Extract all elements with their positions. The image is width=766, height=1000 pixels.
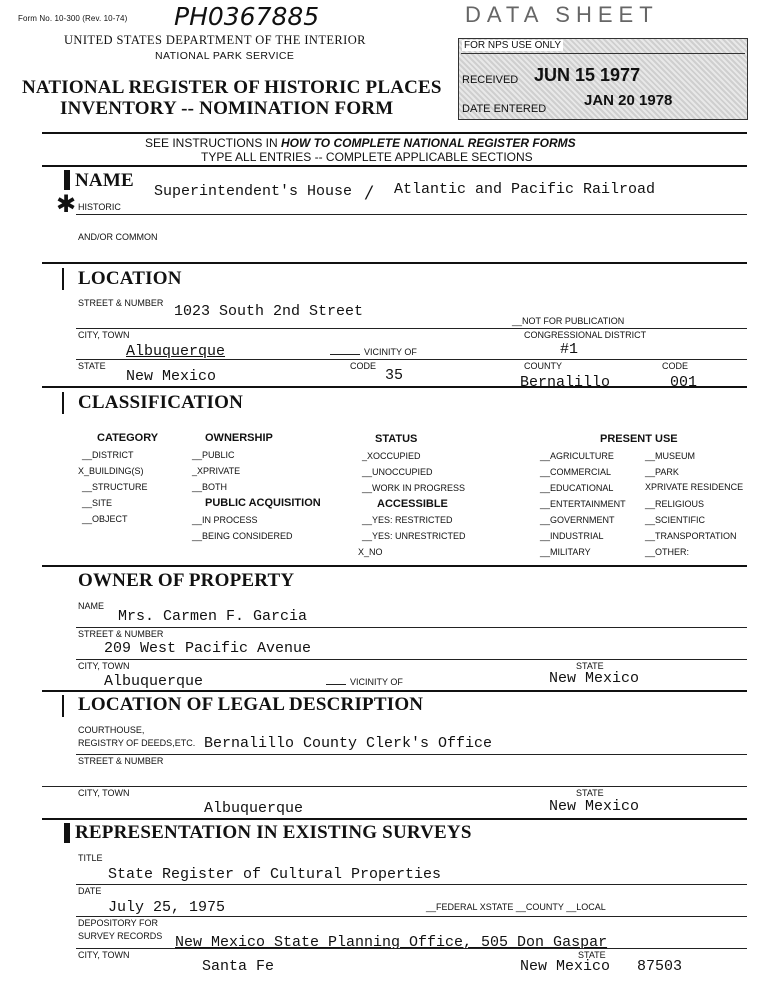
- accessible-header: ACCESSIBLE: [377, 498, 448, 510]
- use-agriculture: __AGRICULTURE: [540, 451, 614, 461]
- congressional-district-label: CONGRESSIONAL DISTRICT: [524, 330, 647, 340]
- access-no: X_NO: [358, 547, 383, 557]
- section-marker: [62, 268, 64, 290]
- courthouse-label: COURTHOUSE,: [78, 725, 145, 735]
- nps-use-only-box: [458, 38, 748, 120]
- name-heading: NAME: [75, 170, 134, 191]
- owner-city-label: CITY, TOWN: [78, 661, 130, 671]
- owner-city-value: Albuquerque: [104, 673, 204, 690]
- status-occupied: _XOCCUPIED: [362, 451, 421, 461]
- ownership-public: __PUBLIC: [192, 450, 235, 460]
- form-number: Form No. 10-300 (Rev. 10-74): [18, 14, 128, 23]
- status-work-in-progress: __WORK IN PROGRESS: [362, 483, 466, 493]
- handwritten-id: PH0367885: [174, 2, 320, 31]
- vicinity-text: VICINITY OF: [364, 347, 417, 357]
- use-park: __PARK: [645, 467, 679, 477]
- use-industrial: __INDUSTRIAL: [540, 531, 604, 541]
- legal-street-label: STREET & NUMBER: [78, 756, 164, 766]
- access-unrestricted: __YES: UNRESTRICTED: [362, 531, 466, 541]
- status-header: STATUS: [375, 433, 418, 445]
- section-marker: [62, 695, 64, 717]
- category-district: __DISTRICT: [82, 450, 134, 460]
- common-label: AND/OR COMMON: [78, 232, 158, 242]
- depository-label2: SURVEY RECORDS: [78, 931, 163, 941]
- section-marker: [64, 823, 70, 843]
- street-value: 1023 South 2nd Street: [174, 303, 364, 320]
- county-code-value: 001: [670, 374, 698, 391]
- handwritten-slash: /: [366, 183, 372, 203]
- registry-label: REGISTRY OF DEEDS,ETC.: [78, 738, 196, 748]
- courthouse-value: Bernalillo County Clerk's Office: [204, 735, 493, 752]
- instructions-prefix: SEE INSTRUCTIONS IN: [145, 136, 282, 150]
- present-use-header: PRESENT USE: [600, 433, 678, 445]
- county-code-label: CODE: [662, 361, 689, 371]
- use-entertainment: __ENTERTAINMENT: [540, 499, 626, 509]
- county-value: Bernalillo: [520, 374, 611, 391]
- legal-city-label: CITY, TOWN: [78, 788, 130, 798]
- use-transportation: __TRANSPORTATION: [645, 531, 737, 541]
- survey-title-value: State Register of Cultural Properties: [108, 866, 442, 883]
- survey-date-value: July 25, 1975: [108, 899, 226, 916]
- historic-name-part1: Superintendent's House: [154, 183, 353, 200]
- instructions-line1: [145, 136, 576, 150]
- survey-city-value: Santa Fe: [202, 958, 275, 975]
- use-commercial: __COMMERCIAL: [540, 467, 612, 477]
- use-private-residence: XPRIVATE RESIDENCE: [645, 482, 744, 492]
- surveys-heading: REPRESENTATION IN EXISTING SURVEYS: [75, 822, 472, 843]
- congressional-district-value: #1: [560, 341, 579, 358]
- acquisition-being-considered: __BEING CONSIDERED: [192, 531, 293, 541]
- legal-heading: LOCATION OF LEGAL DESCRIPTION: [78, 694, 424, 715]
- owner-state-value: New Mexico: [549, 670, 640, 687]
- owner-vicinity: [326, 677, 403, 687]
- survey-city-label: CITY, TOWN: [78, 950, 130, 960]
- date-entered-stamp: JAN 20 1978: [584, 92, 673, 109]
- received-stamp: JUN 15 1977: [534, 65, 641, 85]
- use-military: __MILITARY: [540, 547, 591, 557]
- category-buildings: X_BUILDING(S): [78, 466, 144, 476]
- city-label: CITY, TOWN: [78, 330, 130, 340]
- vicinity-label: [330, 347, 417, 357]
- city-value: Albuquerque: [126, 343, 226, 360]
- section-marker: [64, 170, 70, 190]
- use-government: __GOVERNMENT: [540, 515, 615, 525]
- state-code-value: 35: [385, 367, 404, 384]
- acquisition-in-process: __IN PROCESS: [192, 515, 258, 525]
- data-sheet-stamp: DATA SHEET: [465, 2, 659, 27]
- survey-date-label: DATE: [78, 886, 102, 896]
- county-label: COUNTY: [524, 361, 562, 371]
- use-other: __OTHER:: [645, 547, 690, 557]
- category-object: __OBJECT: [82, 514, 128, 524]
- category-header: CATEGORY: [97, 432, 159, 444]
- survey-title-label: TITLE: [78, 853, 103, 863]
- received-label: RECEIVED: [462, 74, 519, 86]
- asterisk-mark: ✱: [56, 190, 77, 218]
- state-value: New Mexico: [126, 368, 217, 385]
- survey-zip-value: 87503: [637, 958, 683, 975]
- owner-street-label: STREET & NUMBER: [78, 629, 164, 639]
- depository-label1: DEPOSITORY FOR: [78, 918, 159, 928]
- owner-street-value: 209 West Pacific Avenue: [104, 640, 312, 657]
- service-name: NATIONAL PARK SERVICE: [155, 50, 295, 62]
- survey-levels: __FEDERAL XSTATE __COUNTY __LOCAL: [426, 902, 606, 912]
- use-museum: __MUSEUM: [645, 451, 696, 461]
- instructions-line2: TYPE ALL ENTRIES -- COMPLETE APPLICABLE SECTIONS: [201, 150, 533, 164]
- state-label: STATE: [78, 361, 106, 371]
- form-title-line1: NATIONAL REGISTER OF HISTORIC PLACES: [22, 77, 442, 98]
- access-restricted: __YES: RESTRICTED: [362, 515, 453, 525]
- survey-state-label: STATE: [578, 950, 606, 960]
- department-name: UNITED STATES DEPARTMENT OF THE INTERIOR: [64, 33, 366, 47]
- ownership-both: __BOTH: [192, 482, 228, 492]
- owner-vicinity-text: VICINITY OF: [350, 677, 403, 687]
- legal-state-label: STATE: [576, 788, 604, 798]
- legal-state-value: New Mexico: [549, 798, 640, 815]
- date-entered-label: DATE ENTERED: [462, 103, 547, 115]
- classification-heading: CLASSIFICATION: [78, 392, 244, 413]
- instructions-book-title: HOW TO COMPLETE NATIONAL REGISTER FORMS: [281, 136, 576, 150]
- category-structure: __STRUCTURE: [82, 482, 148, 492]
- legal-city-value: Albuquerque: [204, 800, 304, 817]
- use-educational: __EDUCATIONAL: [540, 483, 614, 493]
- ownership-private: _XPRIVATE: [192, 466, 241, 476]
- owner-state-label: STATE: [576, 661, 604, 671]
- owner-name-value: Mrs. Carmen F. Garcia: [118, 608, 308, 625]
- nps-box-label: FOR NPS USE ONLY: [464, 40, 562, 51]
- location-heading: LOCATION: [78, 268, 182, 289]
- owner-heading: OWNER OF PROPERTY: [78, 570, 295, 591]
- use-religious: __RELIGIOUS: [645, 499, 705, 509]
- category-site: __SITE: [82, 498, 113, 508]
- ownership-header: OWNERSHIP: [205, 432, 273, 444]
- owner-name-label: NAME: [78, 601, 105, 611]
- section-marker: [62, 392, 64, 414]
- form-title-line2: INVENTORY -- NOMINATION FORM: [60, 98, 394, 119]
- not-for-publication: __NOT FOR PUBLICATION: [512, 316, 625, 326]
- code-label: CODE: [350, 361, 377, 371]
- historic-label: HISTORIC: [78, 202, 121, 212]
- public-acquisition-header: PUBLIC ACQUISITION: [205, 497, 321, 509]
- depository-value: New Mexico State Planning Office, 505 Don Gaspar: [175, 934, 608, 951]
- survey-state-value: New Mexico: [520, 958, 611, 975]
- status-unoccupied: __UNOCCUPIED: [362, 467, 433, 477]
- street-label: STREET & NUMBER: [78, 298, 164, 308]
- use-scientific: __SCIENTIFIC: [645, 515, 706, 525]
- historic-name-part2: Atlantic and Pacific Railroad: [394, 181, 656, 198]
